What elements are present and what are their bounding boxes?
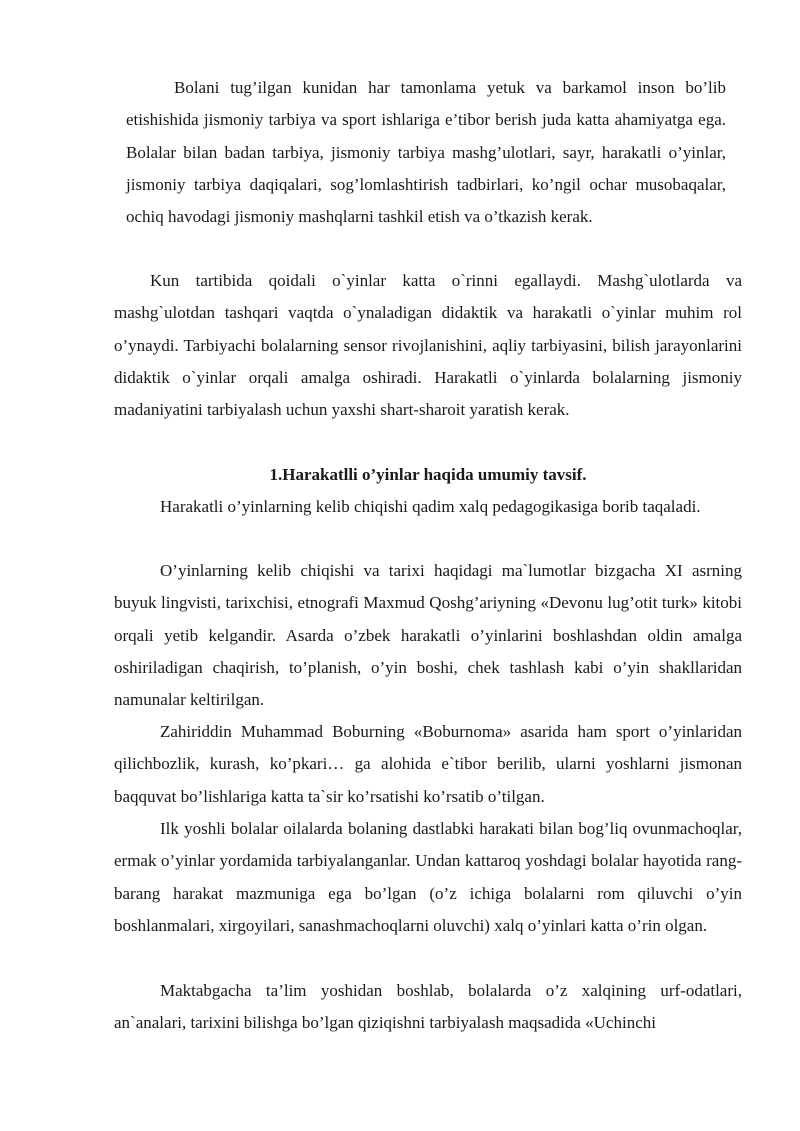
boburnoma-paragraph: Zahiriddin Muhammad Boburning «Boburnoma» asarida ham sport o’yinlaridan qilichbozlik, kurash, ko’pkari… ga alohida e`tibor berilib, ularni yoshlarni jismonan baqquvat bo’lishlariga katta ta`sir ko’rsatishi ko’rsatib o’tilgan.: [114, 722, 742, 806]
rules-games-paragraph: Kun tartibida qoidali o`yinlar katta o`rinni egallaydi. Mashg`ulotlarda va mashg`ulotdan tashqari vaqtda o`ynaladigan didaktik va harakatli o`yinlar muhim rol o’ynaydi. Tarbiyachi bolalarning sensor rivojlanishini, aqliy tarbiyasini, bilish jarayonlarini didaktik o`yinlar orqali amalga oshiradi. Harakatli o`yinlarda bolalarning jismoniy madaniyatini tarbiyalash uchun yaxshi shart-sharoit yaratish kerak.: [114, 271, 742, 420]
intro-paragraph: Bolani tug’ilgan kunidan har tamonlama yetuk va barkamol inson bo’lib etishishida jismoniy tarbiya va sport ishlariga e’tibor berish juda katta ahamiyatga ega. Bolalar bilan badan tarbiya, jismoniy tarbiya mashg’ulotlari, sayr, harakatli o’yinlar, jismoniy tarbiya daqiqalari, sog’lomlashtirish tadbirlari, ko’ngil ochar musobaqalar, ochiq havodagi jismoniy mashqlarni tashkil etish va o’tkazish kerak.: [126, 78, 726, 227]
early-childhood-paragraph: Ilk yoshli bolalar oilalarda bolaning dastlabki harakati bilan bog’liq ovunmachoqlar, ermak o’yinlar yordamida tarbiyalanganlar. Undan kattaroq yoshdagi bolalar hayotida rang-barang harakat mazmuniga ega bo’lgan (o’z ichiga bolalarni rom qiluvchi o’yin boshlanmalari, xirgoyilari, sanashmachoqlarni oluvchi) xalq o’yinlari katta o’rin olgan.: [114, 819, 742, 935]
history-paragraph: O’yinlarning kelib chiqishi va tarixi haqidagi ma`lumotlar bizgacha XI asrning buyuk lingvisti, tarixchisi, etnografi Maxmud Qoshg’ariyning «Devonu lug’otit turk» kitobi orqali yetib kelgandir. Asarda o’zbek harakatli o’yinlarini boshlashdan oldin amalga oshiriladigan chaqirish, to’planish, o’yin boshi, chek tashlash kabi o’yin shakllaridan namunalar keltirilgan.: [114, 561, 742, 710]
preschool-paragraph: Maktabgacha ta’lim yoshidan boshlab, bolalarda o’z xalqining urf-odatlari, an`analari, tarixini bilishga bo’lgan qiziqishni tarbiyalash maqsadida «Uchinchi: [114, 981, 742, 1033]
origin-paragraph: Harakatli o’yinlarning kelib chiqishi qadim xalq pedagogikasiga borib taqaladi.: [160, 497, 701, 516]
section-heading: 1.Harakatlli o’yinlar haqida umumiy tavsif.: [269, 465, 587, 484]
